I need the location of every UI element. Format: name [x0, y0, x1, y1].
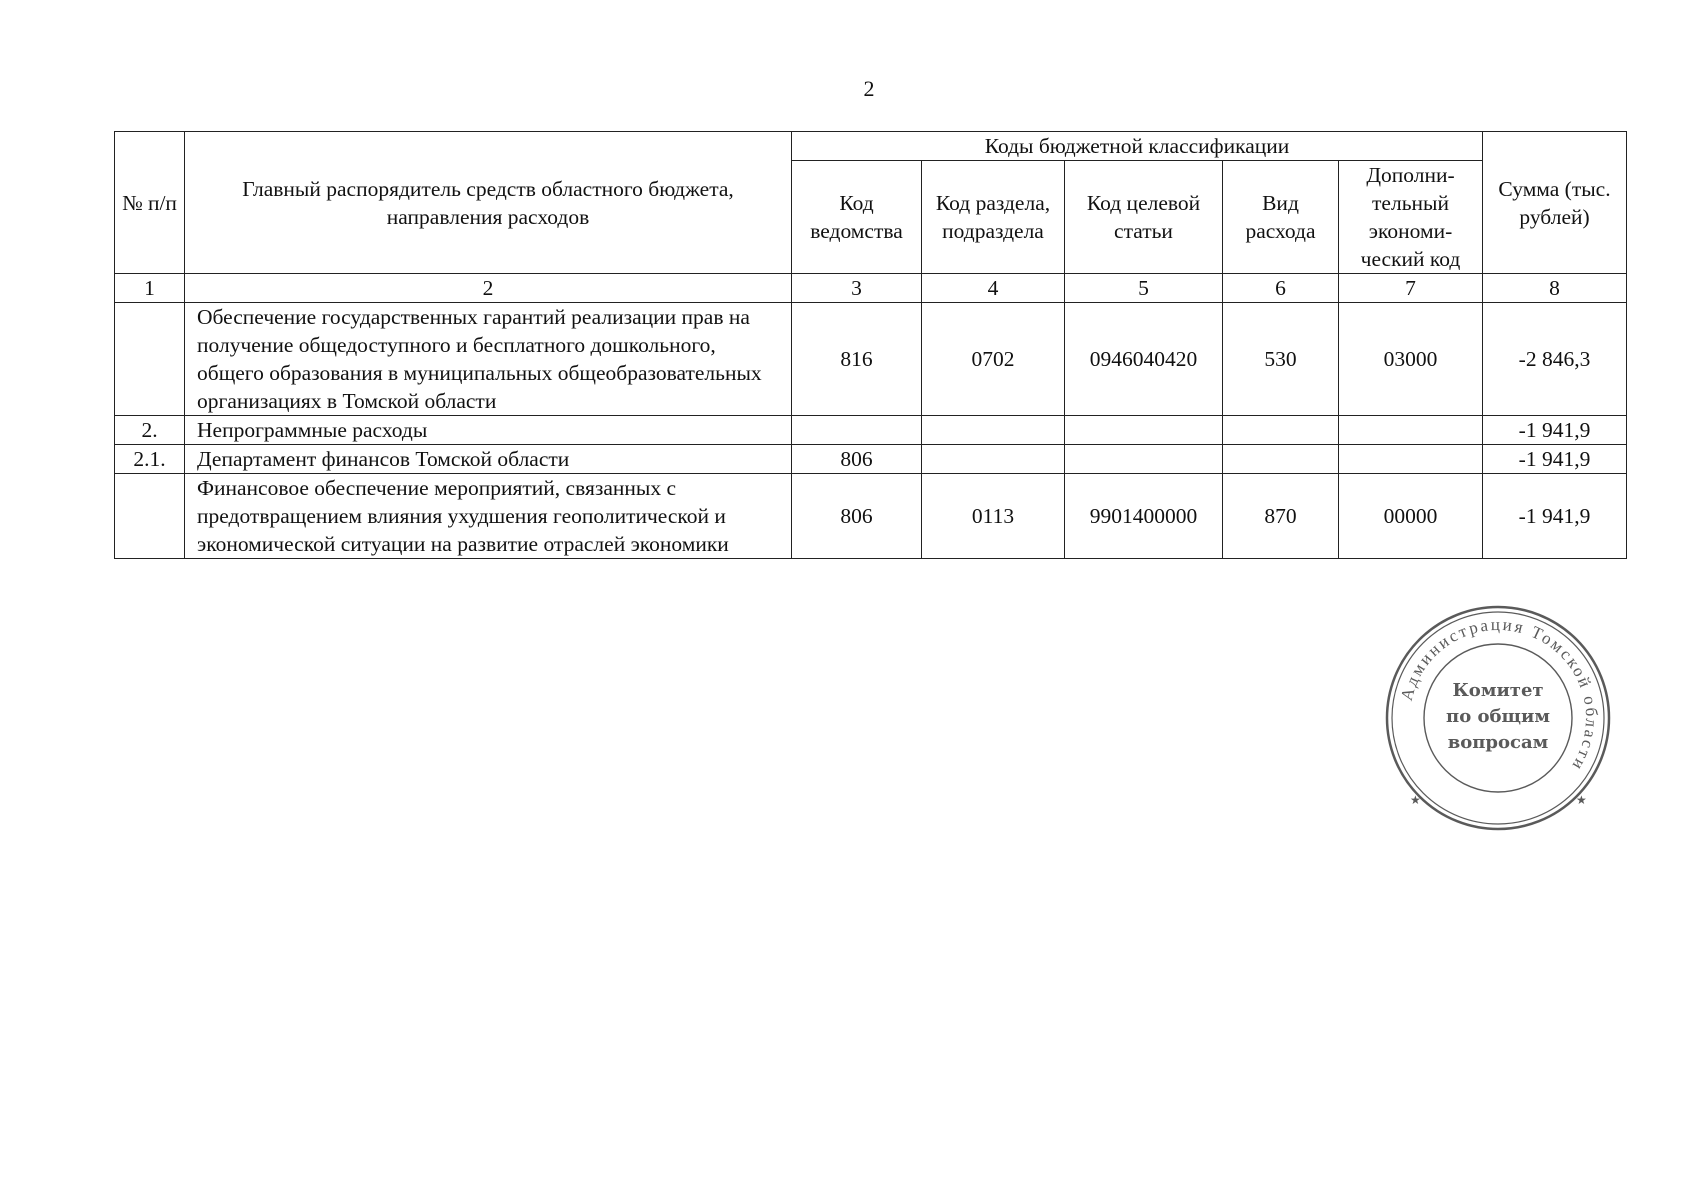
row-expense-type: 530 — [1223, 303, 1339, 416]
row-dept-code: 806 — [792, 445, 922, 474]
column-number: 4 — [922, 274, 1065, 303]
header-dept-code: Код ведомства — [792, 161, 922, 274]
row-expense-type: 870 — [1223, 474, 1339, 559]
seal-center-line: Комитет — [1452, 680, 1544, 701]
row-description: Департамент финансов Томской области — [185, 445, 792, 474]
header-description: Главный распорядитель средств областного бюджета, направления расходов — [185, 132, 792, 274]
column-number-row — [115, 274, 1627, 303]
header-codes-group: Коды бюджетной классификации — [792, 132, 1483, 161]
row-sum: -1 941,9 — [1483, 445, 1627, 474]
row-target-code: 9901400000 — [1065, 474, 1223, 559]
seal-star-icon: ★ — [1576, 793, 1587, 807]
header-section-code: Код раздела, подраздела — [922, 161, 1065, 274]
row-dept-code — [792, 416, 922, 445]
row-target-code: 0946040420 — [1065, 303, 1223, 416]
seal-star-icon: ★ — [1410, 793, 1421, 807]
table-row — [115, 416, 1627, 445]
row-section-code: 0702 — [922, 303, 1065, 416]
column-number: 3 — [792, 274, 922, 303]
header-num: № п/п — [115, 132, 185, 274]
row-target-code — [1065, 445, 1223, 474]
header-row-top — [115, 132, 1627, 161]
row-sum: -1 941,9 — [1483, 474, 1627, 559]
seal-center-line: вопросам — [1447, 732, 1549, 753]
official-seal — [1384, 604, 1612, 832]
seal-center-line: по общим — [1446, 706, 1550, 727]
row-sum: -1 941,9 — [1483, 416, 1627, 445]
header-sum: Сумма (тыс. рублей) — [1483, 132, 1627, 274]
row-expense-type — [1223, 445, 1339, 474]
row-description: Финансовое обеспечение мероприятий, связанных с предотвращением влияния ухудшения геополитической и экономической ситуации на развитие отраслей экономики — [185, 474, 792, 559]
page-number: 2 — [863, 76, 875, 101]
column-number: 2 — [185, 274, 792, 303]
column-number: 8 — [1483, 274, 1627, 303]
column-number: 6 — [1223, 274, 1339, 303]
table-row — [115, 303, 1627, 416]
row-dept-code: 806 — [792, 474, 922, 559]
row-description: Непрограммные расходы — [185, 416, 792, 445]
row-section-code — [922, 416, 1065, 445]
row-econ-code: 00000 — [1339, 474, 1483, 559]
header-target-code: Код целевой статьи — [1065, 161, 1223, 274]
row-expense-type — [1223, 416, 1339, 445]
column-number: 5 — [1065, 274, 1223, 303]
row-num — [115, 303, 185, 416]
row-econ-code — [1339, 445, 1483, 474]
row-target-code — [1065, 416, 1223, 445]
row-description: Обеспечение государственных гарантий реализации прав на получение общедоступного и бесплатного дошкольного, общего образования в муниципальных общеобразовательных организациях в Томской области — [185, 303, 792, 416]
row-sum: -2 846,3 — [1483, 303, 1627, 416]
row-dept-code: 816 — [792, 303, 922, 416]
column-number: 1 — [115, 274, 185, 303]
row-num: 2.1. — [115, 445, 185, 474]
table-row — [115, 474, 1627, 559]
seal-outer-text: Администрация Томской области — [1396, 614, 1602, 776]
row-num: 2. — [115, 416, 185, 445]
column-number: 7 — [1339, 274, 1483, 303]
row-section-code: 0113 — [922, 474, 1065, 559]
row-econ-code — [1339, 416, 1483, 445]
row-num — [115, 474, 185, 559]
header-econ-code: Дополни-тельный экономи-ческий код — [1339, 161, 1483, 274]
budget-table — [114, 131, 1627, 559]
row-econ-code: 03000 — [1339, 303, 1483, 416]
table-row — [115, 445, 1627, 474]
header-expense-type: Вид расхода — [1223, 161, 1339, 274]
row-section-code — [922, 445, 1065, 474]
